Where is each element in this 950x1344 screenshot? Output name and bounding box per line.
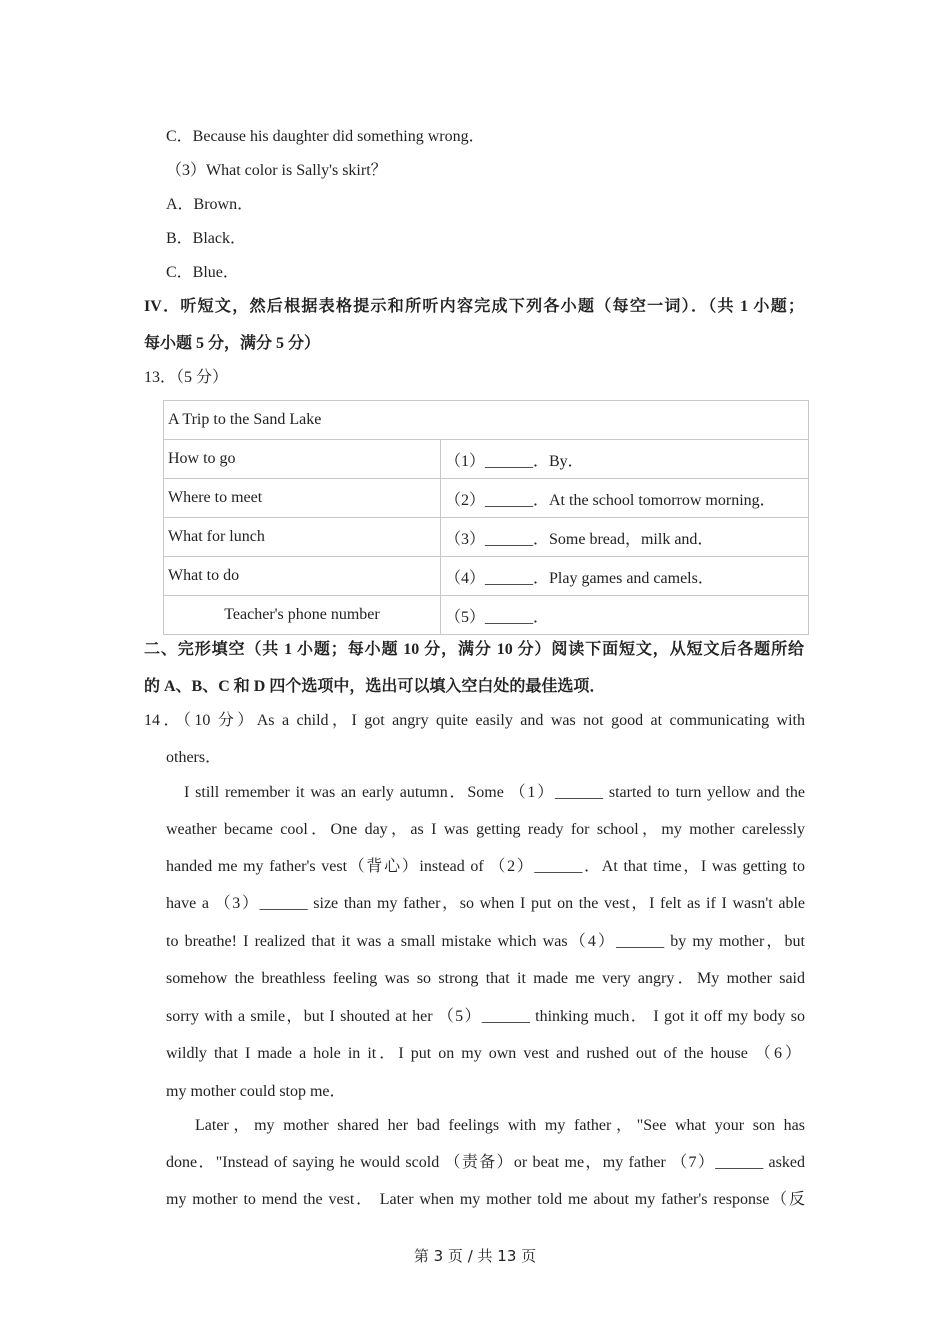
row-answer: （4）______．Play games and camels．: [441, 557, 809, 596]
passage-line: 14．（10 分）As a child，I got angry quite easily and was not good at communicating with: [144, 712, 805, 729]
table-row: [164, 596, 809, 635]
table-row: [164, 479, 809, 518]
section2-heading-line2: 的 A、B、C 和 D 四个选项中，选出可以填入空白处的最佳选项．: [144, 678, 606, 695]
q13-number: 13．（5 分）: [144, 369, 229, 386]
page-footer: 第 3 页 / 共 13 页: [413, 1247, 537, 1265]
passage-line: sorry with a smile，but I shouted at her （5）______ thinking much． I got it off my body so: [166, 1008, 805, 1025]
passage-line: my mother to mend the vest． Later when my mother told me about my father's response（反: [166, 1191, 805, 1208]
passage-line: somehow the breathless feeling was so strong that it made me very angry．My mother said: [166, 970, 805, 987]
q12-sub3-c: C．Blue．: [166, 264, 239, 281]
row-label: What for lunch: [164, 518, 441, 557]
passage-line: to breathe! I realized that it was a small mistake which was（4）______ by my mother，but: [166, 933, 805, 950]
row-answer: （5）______．: [441, 596, 809, 635]
table-row: [164, 518, 809, 557]
row-answer: （2）______．At the school tomorrow morning．: [441, 479, 809, 518]
trip-table: [163, 400, 809, 635]
passage-line: done．"Instead of saying he would scold （责备）or beat me，my father （7）______ asked: [166, 1154, 805, 1171]
passage-line: wildly that I made a hole in it．I put on my own vest and rushed out of the house （6）: [166, 1045, 802, 1062]
section2-heading-line1: 二、完形填空（共 1 小题；每小题 10 分，满分 10 分）阅读下面短文，从短文后各题所给: [144, 641, 804, 658]
row-label: Where to meet: [164, 479, 441, 518]
row-answer: （1）______．By．: [441, 440, 809, 479]
q12-sub3-a: A．Brown．: [166, 196, 254, 213]
section4-heading-line2: 每小题 5 分，满分 5 分）: [144, 335, 321, 352]
passage-line: my mother could stop me．: [166, 1083, 346, 1100]
table-title-row: [164, 401, 809, 440]
row-label: How to go: [164, 440, 441, 479]
q12-sub3: （3）What color is Sally's skirt？: [166, 162, 387, 179]
passage-line: Later，my mother shared her bad feelings with my father，"See what your son has: [195, 1117, 805, 1134]
table-title: A Trip to the Sand Lake: [164, 401, 809, 440]
table-row: [164, 557, 809, 596]
passage-line: others．: [166, 749, 222, 766]
passage-line: have a （3）______ size than my father，so when I put on the vest，I felt as if I wasn't able: [166, 895, 805, 912]
q12-sub3-b: B．Black．: [166, 230, 246, 247]
section4-heading-line1: IV．听短文，然后根据表格提示和所听内容完成下列各小题（每空一词）．（共 1 小题；: [144, 298, 804, 315]
row-answer: （3）______．Some bread，milk and．: [441, 518, 809, 557]
passage-line: handed me my father's vest（背心）instead of （2）______．At that time，I was getting to: [166, 858, 805, 875]
row-label: What to do: [164, 557, 441, 596]
passage-line: I still remember it was an early autumn．Some （1）______ started to turn yellow and the: [184, 784, 805, 801]
row-label: Teacher's phone number: [164, 596, 441, 635]
passage-line: weather became cool．One day，as I was getting ready for school，my mother carelessly: [166, 821, 805, 838]
q12-option-c: C．Because his daughter did something wrong．: [166, 128, 485, 145]
table-row: [164, 440, 809, 479]
